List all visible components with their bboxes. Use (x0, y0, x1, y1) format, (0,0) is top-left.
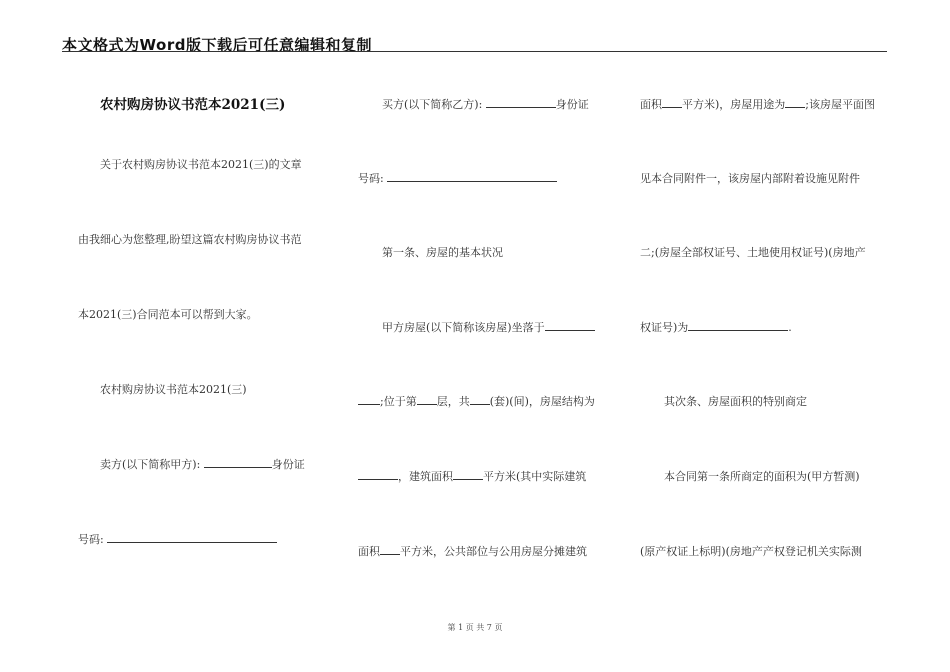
intro-line-2: 由我细心为您整理,盼望这篇农村购房协议书范 (78, 233, 302, 246)
floor-text-b: 层，共 (436, 395, 470, 408)
certificate-no-blank (688, 319, 788, 331)
buyer-name-blank (486, 96, 556, 108)
seller-id-line (78, 531, 277, 547)
total-floors-blank (470, 393, 490, 405)
floor-text-c: (套)(间)，房屋结构为 (489, 395, 595, 408)
area-agreement-line: 本合同第一条所商定的面积为(甲方暂测) (664, 470, 860, 483)
usage-text-a: 面积 (640, 98, 662, 111)
usage-text-c: ;该房屋平面图 (805, 98, 876, 111)
usage-line (640, 96, 875, 112)
shared-area-blank (662, 96, 682, 108)
seller-idno-blank (107, 531, 277, 543)
seller-name-blank (204, 456, 272, 468)
intro-line-1: 关于农村购房协议书范本2021(三)的文章 (100, 158, 302, 171)
document-banner: 本文格式为Word版下载后可任意编辑和复制 (62, 36, 372, 54)
page-number: 第 1 页 共 7 页 (447, 623, 503, 632)
shared-text-a: 面积 (358, 545, 380, 558)
area-line (358, 468, 586, 484)
header-rule (62, 51, 887, 52)
seller-label: 卖方(以下简称甲方): (100, 458, 204, 471)
buyer-id-label: 身份证 (555, 98, 589, 111)
buyer-id-line (358, 170, 557, 186)
intro-line-3: 本2021(三)合同范本可以帮到大家。 (78, 308, 258, 321)
seller-line (100, 456, 305, 472)
shared-text-b: 平方米，公共部位与公用房屋分摊建筑 (400, 545, 587, 558)
document-title: 农村购房协议书范本2021(三) (100, 97, 286, 113)
area-text-a: ，建筑面积 (398, 470, 453, 483)
certificate-no-label: 权证号)为 (640, 321, 689, 334)
area-text-b: 平方米(其中实际建筑 (483, 470, 587, 483)
usage-blank (785, 96, 805, 108)
article-2-heading: 其次条、房屋面积的特别商定 (664, 395, 807, 408)
floor-line (358, 393, 595, 409)
section-subtitle: 农村购房协议书范本2021(三) (100, 383, 247, 396)
structure-blank (358, 468, 398, 480)
floor-text-a: ;位于第 (380, 395, 417, 408)
buyer-idno-label: 号码: (358, 172, 388, 185)
area-blank (453, 468, 483, 480)
location-line (382, 319, 595, 335)
article-1-heading: 第一条、房屋的基本状况 (382, 246, 503, 259)
seller-idno-label: 号码: (78, 533, 108, 546)
location-text: 甲方房屋(以下简称该房屋)坐落于 (382, 321, 545, 334)
buyer-line (382, 96, 589, 112)
seller-id-label: 身份证 (271, 458, 305, 471)
usage-text-b: 平方米)，房屋用途为 (682, 98, 786, 111)
attachment-line: 见本合同附件一，该房屋内部附着设施见附件 (640, 172, 860, 185)
buyer-idno-blank (387, 170, 557, 182)
area-source-line: (原产权证上标明)(房地产产权登记机关实际测 (640, 545, 862, 558)
shared-area-line (358, 543, 587, 559)
certificate-no-line (640, 319, 792, 335)
floor-blank (417, 393, 437, 405)
actual-area-blank (380, 543, 400, 555)
blank (358, 393, 380, 405)
certificate-line: 二;(房屋全部权证号、土地使用权证号)(房地产 (640, 246, 866, 259)
certificate-no-end: . (788, 321, 792, 334)
location-blank (545, 319, 595, 331)
buyer-label: 买方(以下简称乙方): (382, 98, 486, 111)
